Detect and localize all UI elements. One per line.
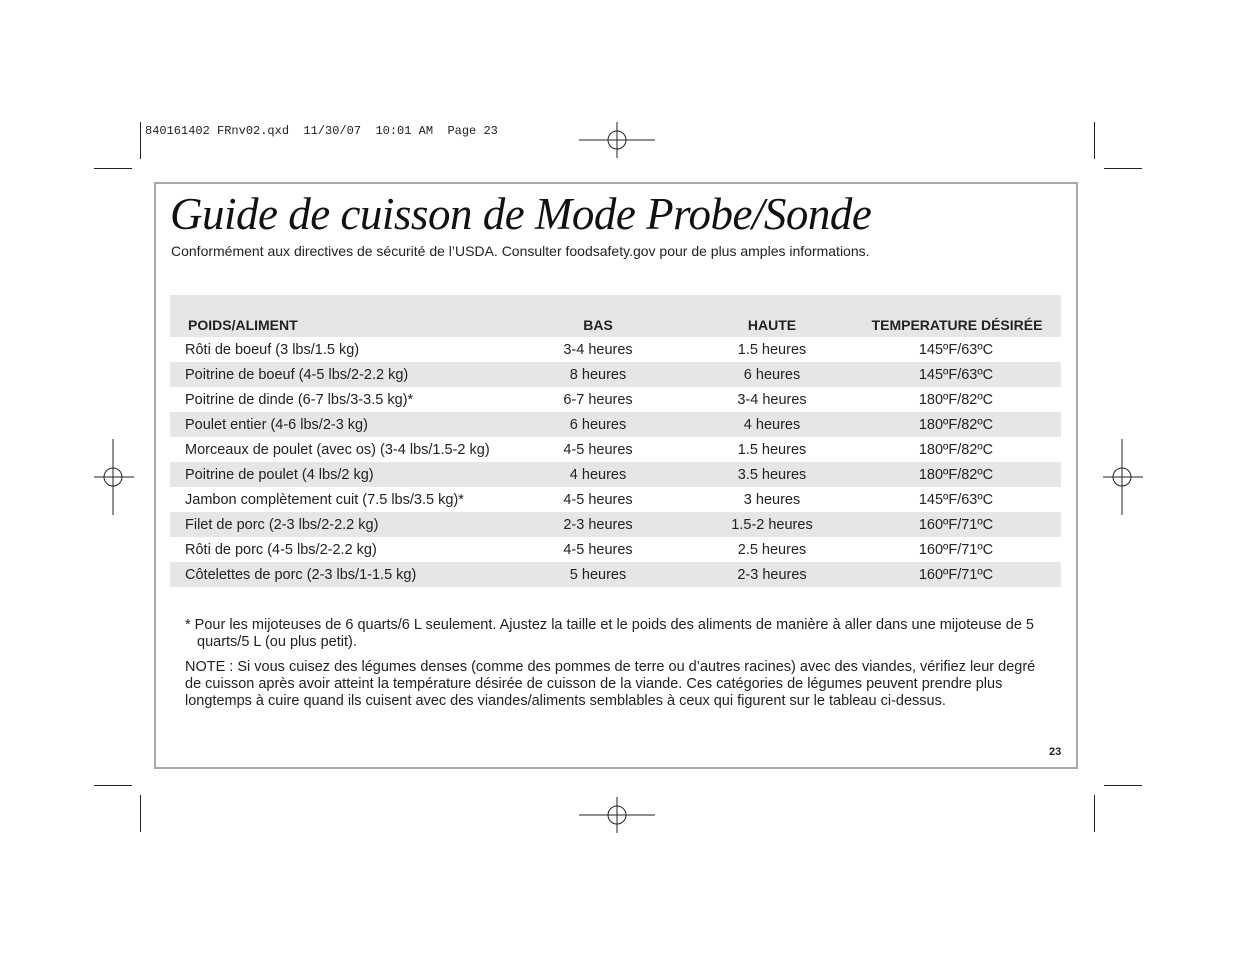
cell-temperature: 180ºF/82ºC [918, 417, 994, 433]
table-row [170, 562, 1061, 587]
cell-food: Poulet entier (4-6 lbs/2-3 kg) [185, 417, 368, 433]
table-row [170, 537, 1061, 562]
table-row [170, 487, 1061, 512]
cell-low: 8 heures [569, 367, 627, 383]
note-paragraph: NOTE : Si vous cuisez des légumes denses (comme des pommes de terre ou d’autres racines) avec des viandes, vérifiez leur degré de cuisson après avoir atteint la température désirée de cuisson de la viande. Ces catégories de légumes peuvent prendre plus longtemps à cuire quand ils cuisent avec des viandes/aliments semblables à ceux qui figurent sur le tableau ci-dessus. [185, 659, 1036, 709]
cell-high: 3-4 heures [737, 392, 807, 408]
page-subtitle: Conformément aux directives de sécurité de l’USDA. Consulter foodsafety.gov pour de plus amples informations. [171, 243, 870, 259]
crop-mark [1094, 122, 1095, 159]
cell-food: Poitrine de dinde (6-7 lbs/3-3.5 kg)* [185, 392, 414, 408]
cell-food: Côtelettes de porc (2-3 lbs/1-1.5 kg) [185, 567, 417, 583]
page-title: Guide de cuisson de Mode Probe/Sonde [170, 189, 872, 239]
crop-mark [1094, 795, 1095, 832]
cell-high: 1.5-2 heures [731, 517, 813, 533]
cell-temperature: 160ºF/71ºC [918, 542, 994, 558]
cell-low: 3-4 heures [563, 342, 633, 358]
cell-temperature: 180ºF/82ºC [918, 392, 994, 408]
cell-low: 4-5 heures [563, 442, 633, 458]
page-number: 23 [1049, 746, 1062, 758]
header-target-temperature: TEMPERATURE DÉSIRÉE [871, 317, 1043, 333]
printer-slug: 840161402 FRnv02.qxd 11/30/07 10:01 AM Page 23 [145, 124, 498, 138]
cell-food: Rôti de porc (4-5 lbs/2-2.2 kg) [185, 542, 377, 558]
cell-high: 6 heures [743, 367, 801, 383]
cell-low: 4-5 heures [563, 492, 633, 508]
cell-food: Jambon complètement cuit (7.5 lbs/3.5 kg)* [185, 492, 464, 508]
cell-food: Rôti de boeuf (3 lbs/1.5 kg) [185, 342, 360, 358]
table-row [170, 437, 1061, 462]
cooking-table [170, 295, 1061, 587]
cell-low: 4-5 heures [563, 542, 633, 558]
cell-temperature: 145ºF/63ºC [918, 492, 994, 508]
footnote: * Pour les mijoteuses de 6 quarts/6 L seulement. Ajustez la taille et le poids des aliments de manière à aller dans une mijoteuse de 5 quarts/5 L (ou plus petit). [185, 617, 1035, 650]
header-weight-food: POIDS/ALIMENT [188, 317, 298, 333]
cell-food: Filet de porc (2-3 lbs/2-2.2 kg) [185, 517, 379, 533]
cell-low: 4 heures [569, 467, 627, 483]
cell-low: 5 heures [569, 567, 627, 583]
registration-mark-icon [579, 120, 655, 160]
cell-temperature: 180ºF/82ºC [918, 442, 994, 458]
cell-high: 3.5 heures [737, 467, 807, 483]
table-row [170, 462, 1061, 487]
registration-mark-icon [1103, 439, 1143, 515]
cell-food: Poitrine de poulet (4 lbs/2 kg) [185, 467, 374, 483]
crop-mark [1104, 168, 1142, 169]
table-row [170, 337, 1061, 362]
table-header [170, 295, 1061, 337]
cell-high: 1.5 heures [737, 342, 807, 358]
registration-mark-icon [94, 439, 134, 515]
cell-temperature: 160ºF/71ºC [918, 567, 994, 583]
table-row [170, 512, 1061, 537]
cell-temperature: 160ºF/71ºC [918, 517, 994, 533]
crop-mark [140, 795, 141, 832]
cell-temperature: 145ºF/63ºC [918, 367, 994, 383]
cell-food: Morceaux de poulet (avec os) (3-4 lbs/1.5-2 kg) [185, 442, 490, 458]
crop-mark [94, 785, 132, 786]
crop-mark [1104, 785, 1142, 786]
cell-high: 1.5 heures [737, 442, 807, 458]
header-low: BAS [583, 317, 613, 333]
cell-low: 6-7 heures [563, 392, 633, 408]
cell-high: 2-3 heures [737, 567, 807, 583]
table-row [170, 362, 1061, 387]
cell-low: 6 heures [569, 417, 627, 433]
crop-mark [140, 122, 141, 159]
cell-high: 2.5 heures [737, 542, 807, 558]
table-row [170, 387, 1061, 412]
cell-low: 2-3 heures [563, 517, 633, 533]
cell-temperature: 145ºF/63ºC [918, 342, 994, 358]
cell-high: 3 heures [743, 492, 801, 508]
header-high: HAUTE [747, 317, 797, 333]
cell-food: Poitrine de boeuf (4-5 lbs/2-2.2 kg) [185, 367, 409, 383]
table-row [170, 412, 1061, 437]
crop-mark [94, 168, 132, 169]
cell-temperature: 180ºF/82ºC [918, 467, 994, 483]
cell-high: 4 heures [743, 417, 801, 433]
registration-mark-icon [579, 797, 655, 837]
